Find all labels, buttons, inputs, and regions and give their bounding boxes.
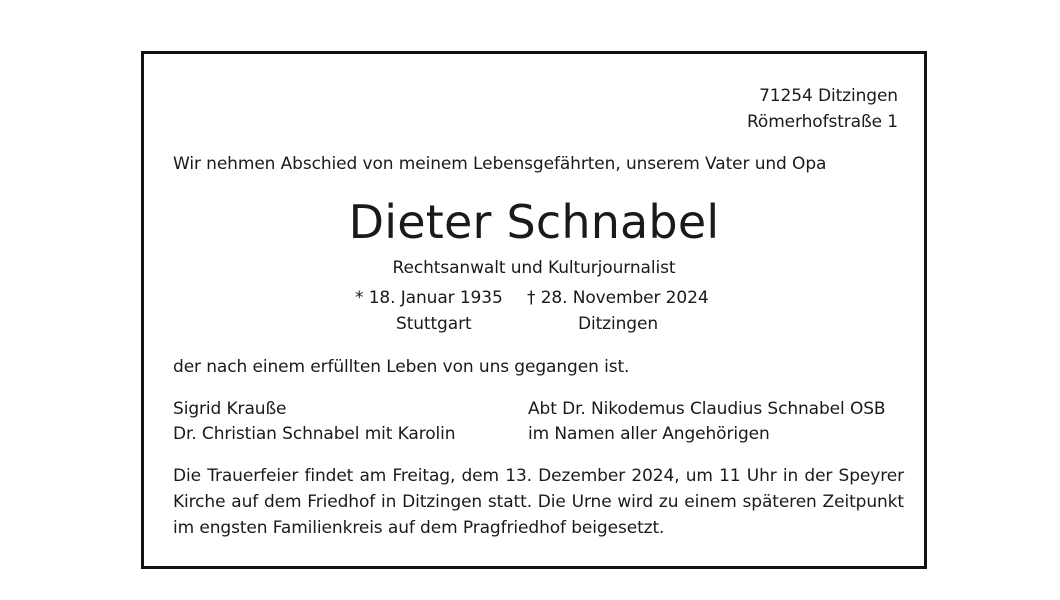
deceased-profession: Rechtsanwalt und Kulturjournalist: [392, 258, 676, 278]
address-city: 71254 Ditzingen: [759, 86, 898, 106]
mourner-left-1: Sigrid Krauße: [173, 399, 287, 419]
address-street: Römerhofstraße 1: [746, 112, 898, 132]
death-place: Ditzingen: [578, 314, 659, 334]
deceased-name: Dieter Schnabel: [348, 195, 720, 249]
birth-date: * 18. Januar 1935: [355, 288, 503, 308]
farewell-text: der nach einem erfüllten Leben von uns gegangen ist.: [173, 357, 630, 377]
intro-text: Wir nehmen Abschied von meinem Lebensgefährten, unserem Vater und Opa: [173, 154, 827, 174]
obituary-notice: [141, 51, 927, 569]
death-date: † 28. November 2024: [527, 288, 709, 308]
mourner-right-2: im Namen aller Angehörigen: [528, 424, 770, 444]
birth-place: Stuttgart: [396, 314, 472, 334]
mourner-left-2: Dr. Christian Schnabel mit Karolin: [173, 424, 456, 444]
mourner-right-1: Abt Dr. Nikodemus Claudius Schnabel OSB: [528, 399, 886, 419]
funeral-details: Die Trauerfeier findet am Freitag, dem 13. Dezember 2024, um 11 Uhr in der Speyrer Kirche auf dem Friedhof in Ditzingen statt. Die Urne wird zu einem späteren Zeitpunkt im engsten Familienkreis auf dem Pragfriedhof beigesetzt.: [173, 466, 904, 538]
